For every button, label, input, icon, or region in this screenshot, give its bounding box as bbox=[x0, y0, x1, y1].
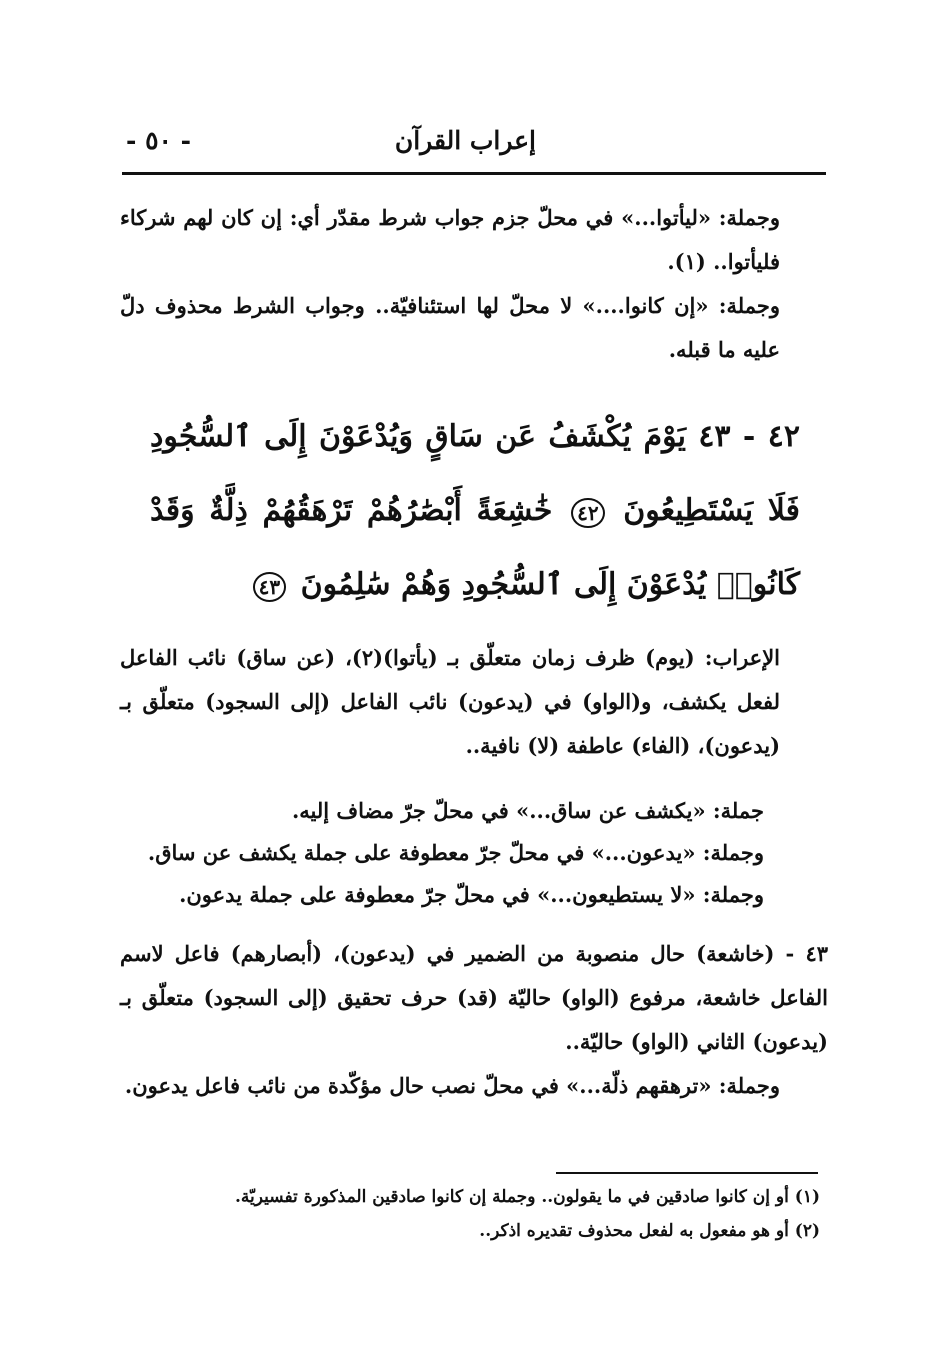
ayah-43-paragraph: ٤٣ - (خاشعة) حال منصوبة من الضمير في (يدعون)، (أبصارهم) فاعل لاسم الفاعل خاشعة، مرفوع (الواو) حاليّة (قد) حرف تحقيق (إلى السجود) متعلّق بـ (يدعون) الثاني (الواو) حاليّة.. bbox=[120, 941, 828, 1054]
irab-paragraph: الإعراب: (يوم) ظرف زمان متعلّق بـ (يأتوا)(٢)، (عن ساق) نائب الفاعل لفعل يكشف، و(الواو) في (يدعون) نائب الفاعل (إلى السجود) متعلّق بـ (يدعون)، (الفاء) عاطفة (لا) نافية.. bbox=[120, 645, 781, 758]
intro-paragraph-2: وجملة: «إن كانوا....» لا محلّ لها استئنافيّة.. وجواب الشرط محذوف دلّ عليه ما قبله. bbox=[120, 293, 780, 362]
page-header bbox=[122, 118, 826, 174]
irab-block bbox=[120, 636, 828, 768]
jumla-item: وجملة: «يدعون...» في محلّ جرّ معطوفة على جملة يكشف عن ساق. bbox=[147, 840, 764, 865]
ayah-43-block bbox=[120, 932, 828, 1108]
quran-verse-42: ٤٢ - ٤٣ يَوْمَ يُكْشَفُ عَن سَاقٍ وَيُدْعَوْنَ إِلَى ٱلسُّجُودِ فَلَا يَسْتَطِيعُونَ bbox=[150, 419, 800, 528]
ayah-number-42-mark: ٤٢ bbox=[571, 498, 604, 528]
jumal-list bbox=[140, 790, 764, 916]
jumla-item: وجملة: «لا يستطيعون...» في محلّ جرّ معطوفة على جملة يدعون. bbox=[179, 882, 764, 907]
header-rule bbox=[122, 172, 826, 175]
footnotes bbox=[180, 1180, 820, 1248]
quran-verse-block bbox=[150, 400, 800, 622]
ayah-43-jumla: وجملة: «ترهقهم ذلّة...» في محلّ نصب حال مؤكّدة من نائب فاعل يدعون. bbox=[124, 1073, 780, 1098]
running-title: إعراب القرآن bbox=[394, 126, 536, 155]
footnote-2: (٢) أو هو مفعول به لفعل محذوف تقديره اذكر.. bbox=[479, 1221, 820, 1241]
quran-verse-43: خَٰشِعَةً أَبْصَٰرُهُمْ تَرْهَقُهُمْ ذِلَّةٌ وَقَدْ كَانُوا۟ يُدْعَوْنَ إِلَى ٱلسُّجُودِ وَهُمْ سَٰلِمُونَ bbox=[150, 493, 800, 602]
intro-block bbox=[120, 196, 828, 372]
footnote-rule bbox=[556, 1172, 818, 1174]
intro-paragraph-1: وجملة: «ليأتوا...» في محلّ جزم جواب شرط مقدّر أي: إن كان لهم شركاء فليأتوا.. (١). bbox=[120, 205, 780, 274]
footnote-1: (١) أو إن كانوا صادقين في ما يقولون.. وجملة إن كانوا صادقين المذكورة تفسيريّة. bbox=[235, 1187, 820, 1207]
page-number: - ٥٠ - bbox=[126, 126, 192, 155]
jumla-item: جملة: «يكشف عن ساق...» في محلّ جرّ مضاف إليه. bbox=[291, 798, 764, 823]
ayah-number-43-mark: ٤٣ bbox=[253, 572, 286, 602]
